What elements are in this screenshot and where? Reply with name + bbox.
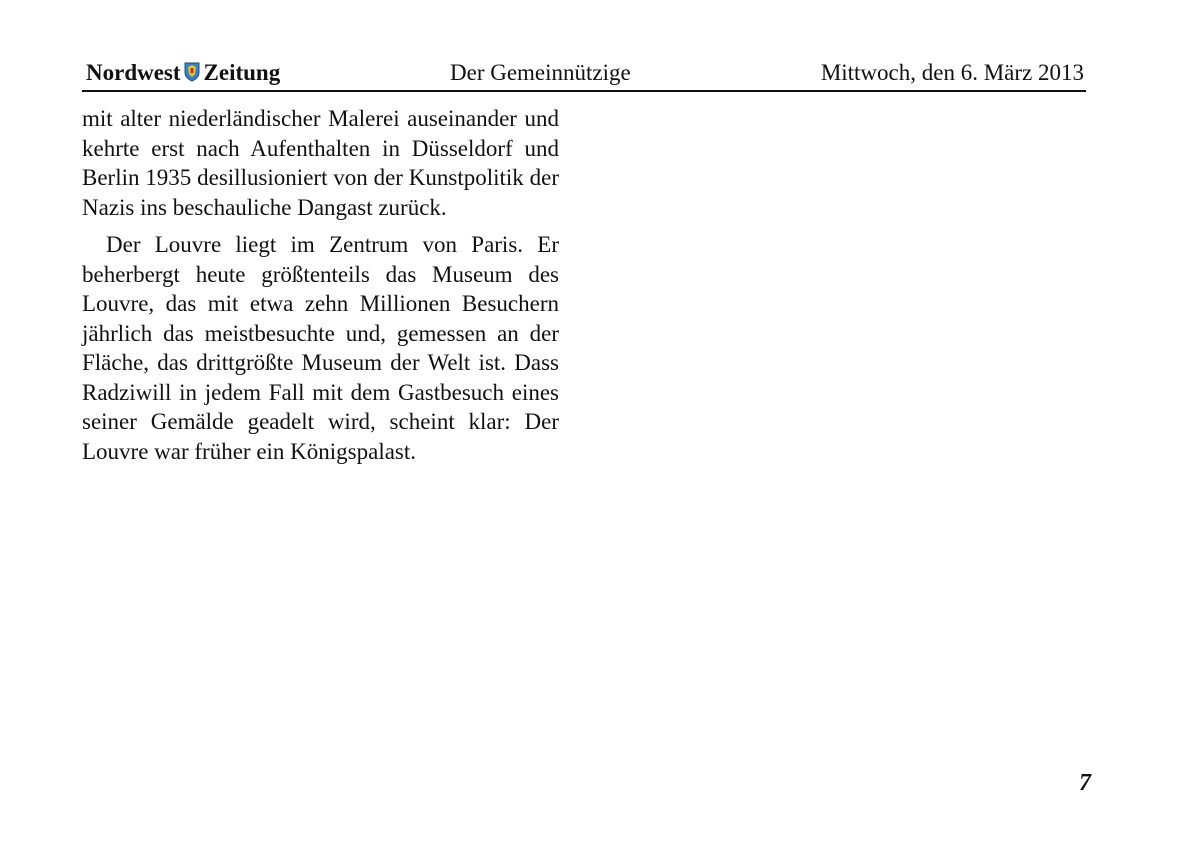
masthead-right-word: Zeitung	[203, 60, 281, 85]
masthead-left-word: Nordwest	[86, 60, 181, 85]
coat-of-arms-icon	[184, 62, 200, 88]
page-header	[82, 58, 1086, 92]
section-title: Der Gemeinnützige	[450, 60, 631, 85]
page-number: 7	[1079, 770, 1091, 796]
newspaper-masthead	[86, 60, 280, 88]
issue-date: Mittwoch, den 6. März 2013	[820, 60, 1084, 85]
article-paragraph-2: Der Louvre liegt im Zentrum von Paris. Er beherbergt heute größtenteils das Museum des Louvre, das mit etwa zehn Millionen Besuchern jährlich das meistbesuchte und, gemessen an der Fläche, das drittgrößte Museum der Welt ist. Dass Radziwill in jedem Fall mit dem Gastbesuch eines seiner Gemälde geadelt wird, scheint klar: Der Louvre war früher ein Königspalast.	[82, 232, 559, 464]
article-paragraph-1: mit alter niederländischer Malerei auseinander und kehrte erst nach Aufenthalten in Düsseldorf und Berlin 1935 desillusioniert von der Kunstpolitik der Nazis ins beschauliche Dangast zurück.	[82, 106, 559, 220]
article-column	[82, 104, 559, 466]
